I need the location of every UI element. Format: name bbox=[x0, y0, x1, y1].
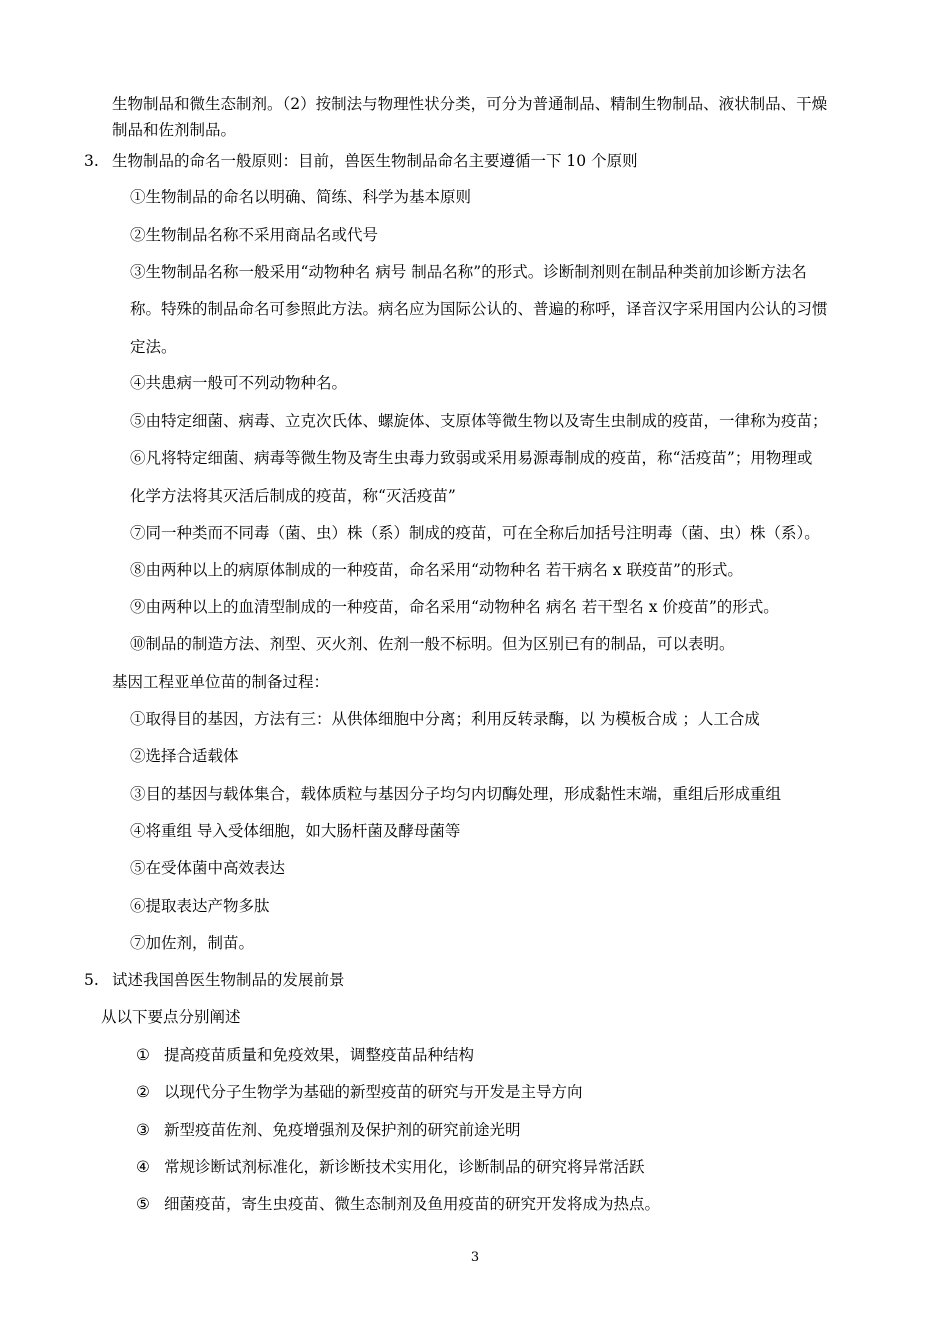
list-item: ③生物制品名称一般采用“动物种名 病号 制品名称”的形式。诊断制剂则在制品种类前加诊断方法名 bbox=[130, 263, 807, 281]
list-marker: ① bbox=[136, 1046, 150, 1064]
list-item-continuation: 称。特殊的制品命名可参照此方法。病名应为国际公认的、普遍的称呼，译音汉字采用国内公认的习惯 bbox=[130, 300, 828, 318]
list-item: ③目的基因与载体集合，载体质粒与基因分子均匀内切酶处理，形成黏性末端，重组后形成重组 bbox=[130, 785, 782, 803]
list-item: ⑦同一种类而不同毒（菌、虫）株（系）制成的疫苗，可在全称后加括号注明毒（菌、虫）株（系）。 bbox=[130, 524, 820, 542]
list-item: ②生物制品名称不采用商品名或代号 bbox=[130, 226, 379, 244]
list-item: ⑨由两种以上的血清型制成的一种疫苗，命名采用“动物种名 病名 若干型名 x 价疫苗”的形式。 bbox=[130, 598, 779, 616]
list-marker: ⑤ bbox=[136, 1195, 150, 1213]
list-item: ④将重组 导入受体细胞，如大肠杆菌及酵母菌等 bbox=[130, 822, 461, 840]
list-item: ②选择合适载体 bbox=[130, 747, 239, 765]
list-item: ①生物制品的命名以明确、简练、科学为基本原则 bbox=[130, 188, 472, 206]
list-item: 新型疫苗佐剂、免疫增强剂及保护剂的研究前途光明 bbox=[164, 1121, 521, 1139]
list-marker: ② bbox=[136, 1083, 150, 1101]
list-item: ④共患病一般可不列动物种名。 bbox=[130, 374, 348, 392]
list-item: 细菌疫苗，寄生虫疫苗、微生态制剂及鱼用疫苗的研究开发将成为热点。 bbox=[164, 1195, 661, 1213]
section-heading: 试述我国兽医生物制品的发展前景 bbox=[112, 971, 345, 989]
section-intro: 从以下要点分别阐述 bbox=[101, 1008, 241, 1026]
list-item: ⑥提取表达产物多肽 bbox=[130, 897, 270, 915]
list-item: ⑩制品的制造方法、剂型、灭火剂、佐剂一般不标明。但为区别已有的制品，可以表明。 bbox=[130, 635, 735, 653]
paragraph-line: 生物制品和微生态制剂。（2）按制法与物理性状分类，可分为普通制品、精制生物制品、液状制品、干燥 bbox=[112, 95, 828, 113]
list-item: ⑧由两种以上的病原体制成的一种疫苗，命名采用“动物种名 若干病名 x 联疫苗”的形式。 bbox=[130, 561, 743, 579]
list-marker: ④ bbox=[136, 1158, 150, 1176]
section-number: 5. bbox=[84, 971, 99, 989]
page-number: 3 bbox=[470, 1250, 480, 1265]
paragraph-line: 制品和佐剂制品。 bbox=[112, 121, 237, 139]
list-item: 提高疫苗质量和免疫效果，调整疫苗品种结构 bbox=[164, 1046, 475, 1064]
section-heading: 生物制品的命名一般原则：目前，兽医生物制品命名主要遵循一下 10 个原则 bbox=[112, 152, 638, 170]
list-item: 以现代分子生物学为基础的新型疫苗的研究与开发是主导方向 bbox=[164, 1083, 583, 1101]
list-item: ⑤在受体菌中高效表达 bbox=[130, 859, 286, 877]
list-item: ⑥凡将特定细菌、病毒等微生物及寄生虫毒力致弱或采用易源毒制成的疫苗，称“活疫苗”；用物理或 bbox=[130, 449, 813, 467]
list-item: ⑤由特定细菌、病毒、立克次氏体、螺旋体、支原体等微生物以及寄生虫制成的疫苗，一律称为疫苗； bbox=[130, 412, 828, 430]
list-item: 常规诊断试剂标准化，新诊断技术实用化，诊断制品的研究将异常活跃 bbox=[164, 1158, 645, 1176]
subsection-heading: 基因工程亚单位苗的制备过程： bbox=[112, 673, 330, 691]
list-item: ①取得目的基因，方法有三：从供体细胞中分离；利用反转录酶，以 为模板合成 ；人工合成 bbox=[130, 710, 760, 728]
list-item: ⑦加佐剂，制苗。 bbox=[130, 934, 255, 952]
list-item-continuation: 定法。 bbox=[130, 338, 177, 356]
list-marker: ③ bbox=[136, 1121, 150, 1139]
section-number: 3. bbox=[84, 152, 99, 170]
list-item-continuation: 化学方法将其灭活后制成的疫苗，称“灭活疫苗” bbox=[130, 487, 456, 505]
